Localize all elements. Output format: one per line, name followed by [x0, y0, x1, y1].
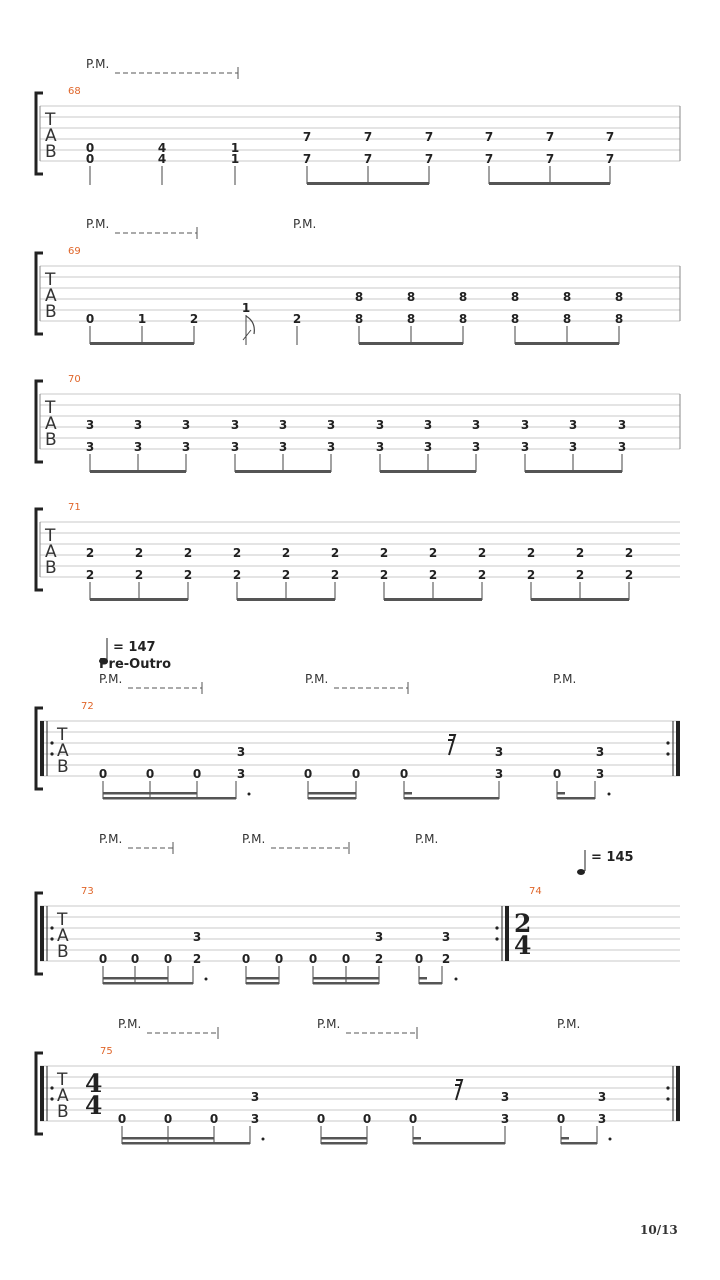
repeat-start-barline: [40, 1066, 44, 1121]
tab-clef-b: B: [57, 942, 69, 962]
system-73: [36, 832, 680, 985]
fret-number: 2: [477, 546, 487, 560]
measure-number: 70: [68, 374, 81, 385]
fret-number: 0: [414, 952, 424, 966]
fret-number: 8: [562, 290, 572, 304]
fret-number: 0: [192, 767, 202, 781]
system-69: [36, 217, 680, 345]
fret-number: 0: [303, 767, 313, 781]
fret-number: 0: [362, 1112, 372, 1126]
fret-number: 3: [597, 1090, 607, 1104]
fret-number: 2: [526, 568, 536, 582]
fret-number: 0: [98, 767, 108, 781]
fret-number: 7: [363, 130, 373, 144]
tab-clef-b: B: [57, 757, 69, 777]
tab-clef-t: T: [45, 526, 56, 546]
tab-clef-b: B: [45, 142, 57, 162]
fret-number: 2: [575, 568, 585, 582]
fret-number: 3: [326, 440, 336, 454]
fret-number: 3: [374, 930, 384, 944]
quarter-note-icon: [577, 869, 585, 875]
time-signature-top: 2: [514, 909, 532, 938]
fret-number: 7: [545, 152, 555, 166]
fret-number: 7: [363, 152, 373, 166]
fret-number: 0: [351, 767, 361, 781]
fret-number: 2: [374, 952, 384, 966]
sixteenth-rest-icon: [455, 1080, 462, 1100]
tab-clef-a: A: [57, 926, 69, 946]
fret-number: 2: [192, 952, 202, 966]
fret-number: 0: [98, 952, 108, 966]
fret-number: 2: [575, 546, 585, 560]
measure-number: 69: [68, 246, 81, 257]
fret-number: 0: [163, 952, 173, 966]
fret-number: 0: [399, 767, 409, 781]
tab-clef-a: A: [45, 286, 57, 306]
fret-number: 7: [605, 152, 615, 166]
repeat-end-barline: [505, 906, 509, 961]
fret-number: 2: [183, 546, 193, 560]
fret-number: 2: [624, 568, 634, 582]
fret-number: 0: [552, 767, 562, 781]
fret-number: 2: [428, 546, 438, 560]
palm-mute-label: P.M.: [317, 1017, 341, 1031]
system-70: [36, 374, 680, 473]
fret-number: 2: [281, 568, 291, 582]
tab-clef-t: T: [45, 110, 56, 130]
fret-number: 3: [568, 418, 578, 432]
fret-number: 3: [597, 1112, 607, 1126]
fret-number: 8: [510, 290, 520, 304]
fret-number: 8: [406, 290, 416, 304]
fret-number: 7: [545, 130, 555, 144]
measure-number: 68: [68, 86, 81, 97]
palm-mute-label: P.M.: [553, 672, 577, 686]
tab-clef-b: B: [57, 1102, 69, 1122]
tab-clef-a: A: [57, 741, 69, 761]
palm-mute-label: P.M.: [557, 1017, 581, 1031]
fret-number: 2: [477, 568, 487, 582]
fret-number: 3: [181, 440, 191, 454]
fret-number: 8: [614, 312, 624, 326]
palm-mute-label: P.M.: [118, 1017, 142, 1031]
fret-number: 0: [85, 312, 95, 326]
fret-number: 3: [250, 1112, 260, 1126]
fret-number: 3: [423, 418, 433, 432]
fret-number: 3: [595, 745, 605, 759]
fret-number: 3: [192, 930, 202, 944]
measure-number: 74: [529, 886, 542, 897]
fret-number: 3: [617, 440, 627, 454]
fret-number: 7: [484, 152, 494, 166]
tab-clef-t: T: [57, 910, 68, 930]
fret-number: 8: [458, 290, 468, 304]
repeat-end-barline: [676, 721, 680, 776]
tab-clef-a: A: [45, 126, 57, 146]
fret-number: 2: [379, 568, 389, 582]
fret-number: 8: [562, 312, 572, 326]
fret-number: 2: [232, 546, 242, 560]
fret-number: 0: [408, 1112, 418, 1126]
system-72: [36, 638, 680, 800]
fret-number: 2: [379, 546, 389, 560]
fret-number: 3: [278, 418, 288, 432]
fret-number: 1: [230, 152, 240, 166]
fret-number: 2: [292, 312, 302, 326]
fret-number: 4: [157, 141, 167, 155]
fret-number: 0: [145, 767, 155, 781]
fret-number: 8: [406, 312, 416, 326]
fret-number: 3: [230, 440, 240, 454]
fret-number: 2: [134, 546, 144, 560]
fret-number: 3: [85, 440, 95, 454]
measure-number: 72: [81, 701, 94, 712]
fret-number: 3: [133, 418, 143, 432]
system-68: [36, 57, 680, 185]
fret-number: 2: [441, 952, 451, 966]
palm-mute-label: P.M.: [99, 672, 123, 686]
fret-number: 7: [424, 152, 434, 166]
fret-number: 4: [157, 152, 167, 166]
palm-mute-label: P.M.: [305, 672, 329, 686]
fret-number: 7: [605, 130, 615, 144]
tab-clef-b: B: [45, 558, 57, 578]
tempo-value: = 145: [591, 850, 634, 865]
palm-mute-label: P.M.: [415, 832, 439, 846]
tab-clef-t: T: [45, 398, 56, 418]
fret-number: 3: [441, 930, 451, 944]
fret-number: 7: [302, 152, 312, 166]
fret-number: 2: [330, 546, 340, 560]
tab-clef-a: A: [45, 542, 57, 562]
fret-number: 0: [274, 952, 284, 966]
fret-number: 2: [134, 568, 144, 582]
fret-number: 8: [354, 312, 364, 326]
system-75: [36, 1017, 680, 1145]
fret-number: 3: [494, 767, 504, 781]
fret-number: 2: [183, 568, 193, 582]
fret-number: 3: [617, 418, 627, 432]
fret-number: 7: [424, 130, 434, 144]
fret-number: 3: [85, 418, 95, 432]
fret-number: 2: [330, 568, 340, 582]
tab-clef-t: T: [57, 725, 68, 745]
fret-number: 3: [423, 440, 433, 454]
fret-number: 2: [526, 546, 536, 560]
fret-number: 7: [302, 130, 312, 144]
fret-number: 3: [236, 745, 246, 759]
tab-clef-a: A: [45, 414, 57, 434]
measure-number: 75: [100, 1046, 113, 1057]
fret-number: 0: [316, 1112, 326, 1126]
tab-clef-t: T: [45, 270, 56, 290]
fret-number: 0: [241, 952, 251, 966]
fret-number: 1: [230, 141, 240, 155]
measure-number: 73: [81, 886, 94, 897]
fret-number: 0: [85, 141, 95, 155]
fret-number: 3: [236, 767, 246, 781]
palm-mute-label: P.M.: [86, 217, 110, 231]
fret-number: 3: [230, 418, 240, 432]
fret-number: 3: [494, 745, 504, 759]
system-71: [36, 502, 680, 601]
fret-number: 3: [133, 440, 143, 454]
fret-number: 3: [500, 1090, 510, 1104]
repeat-start-barline: [40, 721, 44, 776]
fret-number: 3: [375, 440, 385, 454]
fret-number: 8: [510, 312, 520, 326]
time-signature-top: 4: [85, 1069, 103, 1098]
page-number: 10/13: [640, 1223, 678, 1237]
fret-number: 0: [341, 952, 351, 966]
fret-number: 0: [85, 152, 95, 166]
time-signature-bottom: 4: [85, 1091, 103, 1120]
fret-number: 3: [278, 440, 288, 454]
repeat-end-barline: [676, 1066, 680, 1121]
fret-number: 3: [568, 440, 578, 454]
fret-number: 0: [556, 1112, 566, 1126]
fret-number: 7: [484, 130, 494, 144]
tab-clef-t: T: [57, 1070, 68, 1090]
fret-number: 3: [326, 418, 336, 432]
fret-number: 8: [458, 312, 468, 326]
fret-number: 3: [471, 440, 481, 454]
fret-number: 0: [117, 1112, 127, 1126]
tempo-value: = 147: [113, 640, 156, 655]
palm-mute-label: P.M.: [242, 832, 266, 846]
measure-number: 71: [68, 502, 81, 513]
fret-number: 2: [85, 568, 95, 582]
fret-number: 0: [163, 1112, 173, 1126]
fret-number: 3: [375, 418, 385, 432]
fret-number: 3: [595, 767, 605, 781]
fret-number: 2: [232, 568, 242, 582]
fret-number: 3: [471, 418, 481, 432]
fret-number: 0: [308, 952, 318, 966]
fret-number: 0: [130, 952, 140, 966]
fret-number: 1: [137, 312, 147, 326]
time-signature-bottom: 4: [514, 931, 532, 960]
fret-number: 0: [209, 1112, 219, 1126]
tab-clef-b: B: [45, 430, 57, 450]
fret-number: 2: [85, 546, 95, 560]
palm-mute-label: P.M.: [293, 217, 317, 231]
tab-clef-b: B: [45, 302, 57, 322]
fret-number: 3: [520, 440, 530, 454]
palm-mute-label: P.M.: [99, 832, 123, 846]
palm-mute-label: P.M.: [86, 57, 110, 71]
fret-number: 2: [624, 546, 634, 560]
sixteenth-rest-icon: [448, 735, 455, 755]
fret-number: 3: [500, 1112, 510, 1126]
fret-number: 3: [520, 418, 530, 432]
fret-number: 3: [250, 1090, 260, 1104]
fret-number: 2: [281, 546, 291, 560]
fret-number: 8: [614, 290, 624, 304]
fret-number: 8: [354, 290, 364, 304]
fret-number: 2: [428, 568, 438, 582]
fret-number: 3: [181, 418, 191, 432]
fret-number: 1: [241, 301, 251, 315]
tab-clef-a: A: [57, 1086, 69, 1106]
section-label: Pre-Outro: [99, 657, 172, 672]
tempo-marking: [577, 850, 634, 875]
fret-number: 2: [189, 312, 199, 326]
repeat-start-barline: [40, 906, 44, 961]
